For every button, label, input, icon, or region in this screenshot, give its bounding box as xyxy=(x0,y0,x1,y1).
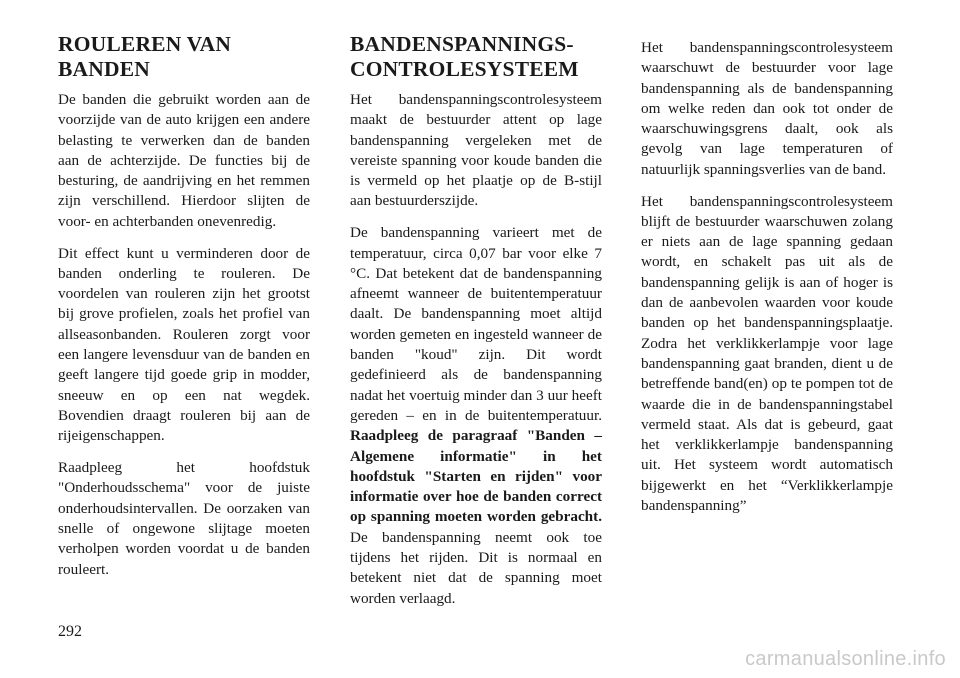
left-column xyxy=(58,32,310,591)
pressure-temperature-tail: De bandenspanning neemt ook toe tijdens het rijden. Dit is normaal en betekent niet dat de spanning moet worden verlaagd. xyxy=(350,528,602,607)
pressure-temperature-bold-reference: Raadpleeg de paragraaf "Banden – Algemene informatie" in het hoofdstuk "Starten en rijden" voor informatie over hoe de banden correct op spanning moeten worden gebracht. xyxy=(350,427,602,526)
paragraph-low-pressure-warning: Het bandenspanningscontrolesysteem waarschuwt de bestuurder voor lage bandenspanning als de bandenspanning om welke reden dan ook tot onder de waarschuwingsgrens daalt, ook als gevolg van lage temperaturen of natuurlijk spanningsverlies van de band. xyxy=(641,39,893,178)
heading-line-2: CONTROLESYSTEEM xyxy=(350,57,579,81)
heading-line-2: BANDEN xyxy=(58,57,150,81)
heading-line-1: ROULEREN VAN xyxy=(58,32,232,56)
paragraph-maintenance-schedule: Raadpleeg het hoofdstuk "Onderhoudsschema" voor de juiste onderhoudsintervallen. De oorzaken van snelle of ongewone slijtage moeten verholpen worden voordat u de banden rouleert. xyxy=(58,459,310,578)
paragraph-tpms-intro: Het bandenspanningscontrolesysteem maakt de bestuurder attent op lage bandenspanning vergeleken met de vereiste spanning voor koude banden die is vermeld op het plaatje op de B-stijl aan bestuurderszijde. xyxy=(350,91,602,210)
page-number: 292 xyxy=(58,623,82,640)
paragraph-rotation-benefits: Dit effect kunt u verminderen door de banden onderling te rouleren. De voordelen van rouleren zijn het grootst bij grove profielen, zoals het profiel van allseasonbanden. Rouleren zorgt voor een langere levensduur van de banden en geeft langere tijd goede grip in modder, sneeuw en op een nat wegdek. Bovendien draagt rouleren bij aan de rijeigenschappen. xyxy=(58,244,310,445)
heading-rouleren-van-banden xyxy=(58,32,310,82)
watermark-text: carmanualsonline.info xyxy=(745,648,946,670)
paragraph-pressure-temperature xyxy=(350,223,602,609)
heading-bandenspanningscontrolesysteem xyxy=(350,32,602,82)
right-column xyxy=(641,38,893,528)
paragraph-front-rear-wear: De banden die gebruikt worden aan de voorzijde van de auto krijgen een andere belasting te verwerken dan de banden aan de achterzijde. De functies bij de besturing, de aandrijving en het remmen zijn verschillend. Hierdoor slijten de voor- en achterbanden onevenredig. xyxy=(58,91,310,230)
paragraph-warning-light: Het bandenspanningscontrolesysteem blijft de bestuurder waarschuwen zolang er niets aan de lage spanning gedaan wordt, en schakelt pas uit als de bandenspanning gelijk is aan of hoger is dan de aanbevolen waarden voor koude banden op het bandenspanningsplaatje. Zodra het verklikkerlampje voor lage bandenspanning gaat branden, dient u de betreffende band(en) op te pompen tot de waarde die in de bandenspanningstabel vermeld staat. Als dat is gebeurd, gaat het verklikkerlampje bandenspanning uit. Het systeem wordt automatisch bijgewerkt en het “Verklikkerlampje bandenspanning” xyxy=(641,192,893,515)
middle-column xyxy=(350,32,602,620)
heading-line-1: BANDENSPANNINGS- xyxy=(350,32,574,56)
pressure-temperature-text: De bandenspanning varieert met de temperatuur, circa 0,07 bar voor elke 7 °C. Dat betekent dat de bandenspanning afneemt wanneer de buitentemperatuur daalt. De bandenspanning moet altijd worden gemeten en ingesteld wanneer de banden "koud" zijn. Dit wordt gedefinieerd als de bandenspanning nadat het voertuig minder dan 3 uur heeft gereden – en in de buitentemperatuur. xyxy=(350,224,602,424)
